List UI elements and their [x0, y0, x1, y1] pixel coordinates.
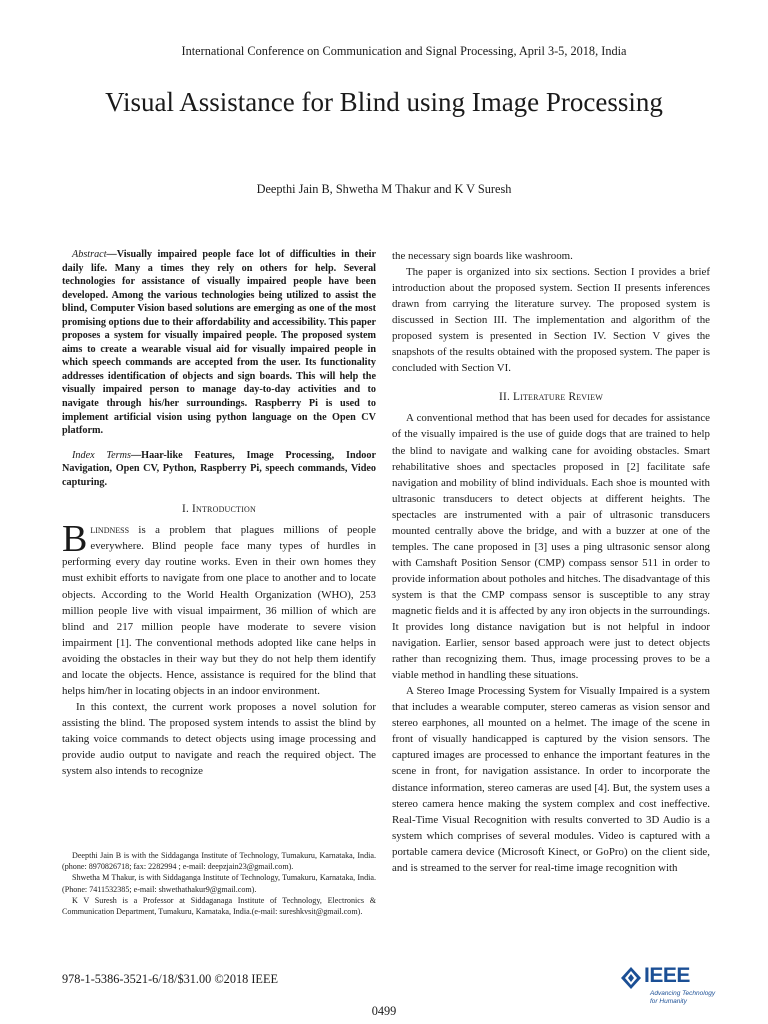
footnotes [62, 850, 376, 917]
page-number: 0499 [371, 1004, 397, 1018]
paper-authors: Deepthi Jain B, Shwetha M Thakur and K V Suresh [256, 182, 512, 196]
literature-paragraph-2: A Stereo Image Processing System for Visually Impaired is a system that includes a wearable computer, stereo cameras as vision sensor and stereo earphones, all mounted on a helmet. The image of the scene in front of visually handicapped is captured by the vision sensors. The captured images are processed to enhance the important features in the scene in front, for navigation assistance. In order to incorporate the distance information, stereo cameras are used [4]. But, the system uses a stereo camera hence making the system complex and cost ineffective. Real-Time Visual Recognition with results converted to 3D Audio is a system which comprises of several modules. Video is captured with a portable camera device (Microsoft Kinect, or GoPro) on the client side, and is streamed to the server for real-time image recognition with [392, 685, 710, 874]
isbn-copyright: 978-1-5386-3521-6/18/$31.00 ©2018 IEEE [62, 972, 278, 986]
index-terms-text: Haar-like Features, Image Processing, Indoor Navigation, Open CV, Python, Raspberry Pi, speech commands, Video capturing. [62, 449, 376, 488]
literature-paragraph-1: A conventional method that has been used for decades for assistance of the visually impaired is the use of guide dogs that are trained to help the blind to navigate and walking cane for avoiding obstacles. Smart rehabilitative shoes and spectacles proposed in [2] facilitate safe navigation and mobility of blind individuals. Each shoe is mounted with ultrasonic transducers to detect objects at different heights. The spectacles are instrumented with a pair of ultrasonic transducers mounted centrally above the bridge, and with a buzzer at one of the temples. The cane proposed in [3] uses a ping ultrasonic sensor along with Camshaft Position Sensor (CMP) compass sensor 511 in order to provide information about potholes and hitches. The disadvantage of this system is that the CMP compass sensor is susceptible to any stray magnetic fields and it is affected by any iron objects in the surroundings. It provides long distance navigation but is not helpful in indoor navigation. Earlier, sensor based approach were just to detect objects rather than recognizing them. Thus, image processing proves to be a viable method in handling these situations. [392, 412, 710, 682]
index-terms [62, 449, 376, 490]
left-column [62, 248, 376, 779]
intro-paragraph-1-text: is a problem that plagues millions of people everywhere. Blind people face many types of hurdles in performing every day routine works. Even in their own homes they must exhibit efforts to navigate from one place to another and to locate objects. According to the World Health Organization (WHO), 253 million people live with visual impairment, 36 million of which are blind and 217 million people have moderate to severe vision impairment [1]. The conventional methods adopted like cane helps in avoiding the obstacles in their way but they do not help them identify and locate the objects. Hence, assistance is required for the blind that helps him/her in locating objects in an indoor environment. [62, 524, 376, 697]
ieee-tagline: Advancing Technology for Humanity [650, 990, 716, 1005]
index-terms-label: Index Terms [72, 449, 131, 461]
abstract-dash: — [106, 249, 117, 260]
footnote-author-1: Deepthi Jain B is with the Siddaganga Institute of Technology, Tumakuru, Karnataka, India. (phone: 8970826718; fax: 2282994 ; e-mail: deepzjain23@gmail.com). [62, 851, 376, 872]
abstract [62, 248, 376, 438]
first-word-rest: lindness [90, 524, 130, 537]
abstract-label: Abstract [72, 249, 107, 260]
footnote-author-3: K V Suresh is a Professor at Siddaganaga Institute of Technology, Electronics & Communication Department, Tumakuru, Karnataka, India.(e-mail: sureshkvsit@gmail.com). [62, 895, 376, 917]
ieee-diamond-icon [620, 966, 642, 990]
index-terms-dash: — [130, 449, 142, 461]
footnote-author-2: Shwetha M Thakur, is with Siddaganga Institute of Technology, Tumakuru, Karnataka, India. (Phone: 7411532385; e-mail: shwethathakur9@gmail.com). [62, 873, 376, 894]
intro-paragraph-2: In this context, the current work proposes a novel solution for assisting the blind. The proposed system intends to assist the blind by taking voice commands to detect objects using image processing and provide audio output to navigate and reach the required object. The system also intends to recognize [62, 700, 376, 778]
ieee-logo-text: IEEE [644, 964, 690, 987]
right-column [392, 248, 710, 876]
section-heading-literature-review: II. Literature Review [499, 391, 603, 404]
continuation-text: the necessary sign boards like washroom. [392, 250, 573, 262]
section-heading-introduction: I. Introduction [182, 503, 256, 516]
drop-cap: B [62, 518, 88, 561]
abstract-text: Visually impaired people face lot of difficulties in their daily life. Many a times they rely on others for help. Several technologies for assistance of visually impaired people have been developed. Among the various technologies being utilized to assist the blind, Computer Vision based solutions are emerging as one of the most promising options due to their affordability and accessibility. This paper proposes a system for visually impaired people. The proposed system aims to create a wearable visual aid for visually impaired people in which speech commands are accepted from the user. Its functionality addresses identification of objects and sign boards. This will help the visually impaired person to manage day-to-day activities and to navigate through his/her surroundings. Raspberry Pi is used to implement artificial vision using python language on the Open CV platform. [62, 249, 376, 437]
organization-paragraph: The paper is organized into six sections. Section I provides a brief introduction about the proposed system. Section II presents inferences drawn from carrying the literature survey. The proposed system is discussed in Section III. The implementation and algorithm of the proposed system is presented in Section IV. Section V gives the snapshots of the results obtained with the proposed system. The paper is concluded with Section VI. [392, 266, 710, 375]
intro-paragraph-1 [62, 518, 376, 699]
paper-title: Visual Assistance for Blind using Image Processing [105, 87, 663, 117]
conference-header: International Conference on Communication and Signal Processing, April 3-5, 2018, India [181, 44, 627, 58]
